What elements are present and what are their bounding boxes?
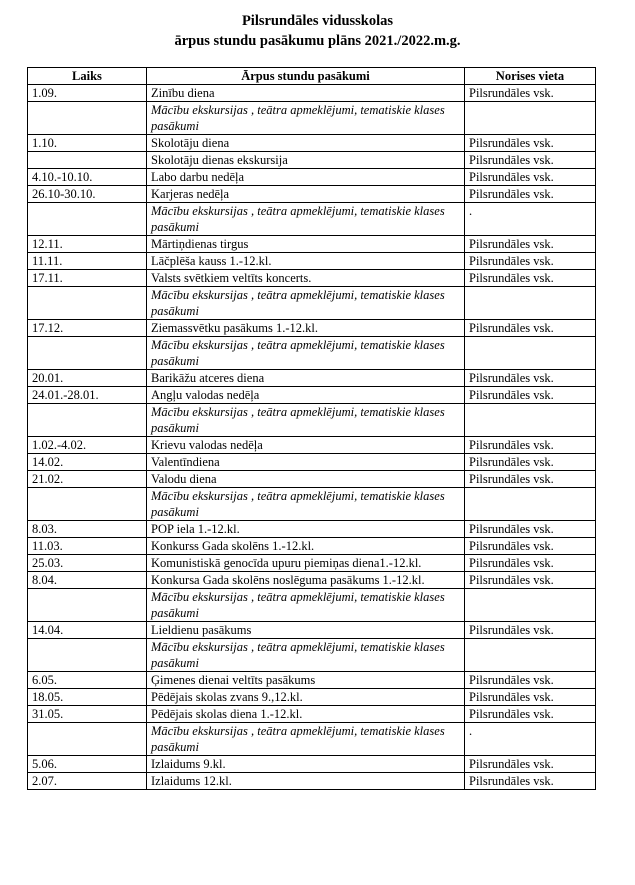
place-cell: .	[465, 203, 596, 236]
date-cell	[28, 589, 147, 622]
table-row	[28, 135, 596, 152]
place-cell: Pilsrundāles vsk.	[465, 437, 596, 454]
table-row	[28, 102, 596, 135]
event-cell: Mācību ekskursijas , teātra apmeklējumi, tematiskie klases pasākumi	[147, 287, 465, 320]
table-row	[28, 521, 596, 538]
date-cell: 18.05.	[28, 689, 147, 706]
place-cell: Pilsrundāles vsk.	[465, 689, 596, 706]
event-cell: Mārtiņdienas tirgus	[147, 236, 465, 253]
place-cell: Pilsrundāles vsk.	[465, 521, 596, 538]
table-row	[28, 706, 596, 723]
place-cell: Pilsrundāles vsk.	[465, 706, 596, 723]
place-cell	[465, 488, 596, 521]
place-cell: Pilsrundāles vsk.	[465, 236, 596, 253]
event-cell: Valodu diena	[147, 471, 465, 488]
table-row	[28, 203, 596, 236]
event-cell: Pēdējais skolas diena 1.-12.kl.	[147, 706, 465, 723]
event-cell: Konkurss Gada skolēns 1.-12.kl.	[147, 538, 465, 555]
event-cell: Valentīndiena	[147, 454, 465, 471]
date-cell	[28, 488, 147, 521]
place-cell: Pilsrundāles vsk.	[465, 773, 596, 790]
header-place: Norises vieta	[465, 68, 596, 85]
event-cell: Lāčplēša kauss 1.-12.kl.	[147, 253, 465, 270]
date-cell	[28, 404, 147, 437]
table-row	[28, 387, 596, 404]
place-cell: Pilsrundāles vsk.	[465, 85, 596, 102]
place-cell: Pilsrundāles vsk.	[465, 253, 596, 270]
place-cell: Pilsrundāles vsk.	[465, 169, 596, 186]
event-cell: Pēdējais skolas zvans 9.,12.kl.	[147, 689, 465, 706]
date-cell: 11.11.	[28, 253, 147, 270]
date-cell: 1.02.-4.02.	[28, 437, 147, 454]
table-row	[28, 437, 596, 454]
date-cell: 8.03.	[28, 521, 147, 538]
table-row	[28, 773, 596, 790]
table-row	[28, 236, 596, 253]
table-row	[28, 589, 596, 622]
event-cell: Mācību ekskursijas , teātra apmeklējumi, tematiskie klases pasākumi	[147, 203, 465, 236]
place-cell: Pilsrundāles vsk.	[465, 672, 596, 689]
date-cell	[28, 152, 147, 169]
table-row	[28, 572, 596, 589]
place-cell: Pilsrundāles vsk.	[465, 320, 596, 337]
place-cell: Pilsrundāles vsk.	[465, 152, 596, 169]
date-cell: 25.03.	[28, 555, 147, 572]
table-row	[28, 488, 596, 521]
date-cell: 4.10.-10.10.	[28, 169, 147, 186]
table-row	[28, 723, 596, 756]
date-cell: 14.04.	[28, 622, 147, 639]
table-row	[28, 85, 596, 102]
events-table	[27, 67, 596, 790]
date-cell: 1.09.	[28, 85, 147, 102]
header-events: Ārpus stundu pasākumi	[147, 68, 465, 85]
date-cell	[28, 102, 147, 135]
place-cell: Pilsrundāles vsk.	[465, 471, 596, 488]
place-cell: Pilsrundāles vsk.	[465, 387, 596, 404]
date-cell: 12.11.	[28, 236, 147, 253]
table-row	[28, 672, 596, 689]
event-cell: Komunistiskā genocīda upuru piemiņas diena1.-12.kl.	[147, 555, 465, 572]
place-cell	[465, 337, 596, 370]
table-row	[28, 756, 596, 773]
place-cell: Pilsrundāles vsk.	[465, 756, 596, 773]
table-row	[28, 555, 596, 572]
place-cell: Pilsrundāles vsk.	[465, 135, 596, 152]
table-row	[28, 622, 596, 639]
table-row	[28, 404, 596, 437]
table-row	[28, 253, 596, 270]
place-cell: Pilsrundāles vsk.	[465, 370, 596, 387]
event-cell: Mācību ekskursijas , teātra apmeklējumi, tematiskie klases pasākumi	[147, 337, 465, 370]
place-cell: Pilsrundāles vsk.	[465, 454, 596, 471]
place-cell	[465, 102, 596, 135]
event-cell: Mācību ekskursijas , teātra apmeklējumi, tematiskie klases pasākumi	[147, 102, 465, 135]
event-cell: Karjeras nedēļa	[147, 186, 465, 203]
date-cell: 24.01.-28.01.	[28, 387, 147, 404]
table-row	[28, 471, 596, 488]
table-row	[28, 370, 596, 387]
table-row	[28, 287, 596, 320]
event-cell: Labo darbu nedēļa	[147, 169, 465, 186]
event-cell: Mācību ekskursijas , teātra apmeklējumi, tematiskie klases pasākumi	[147, 639, 465, 672]
event-cell: Mācību ekskursijas , teātra apmeklējumi, tematiskie klases pasākumi	[147, 589, 465, 622]
date-cell	[28, 639, 147, 672]
place-cell: Pilsrundāles vsk.	[465, 622, 596, 639]
event-cell: Ģimenes dienai veltīts pasākums	[147, 672, 465, 689]
date-cell: 17.11.	[28, 270, 147, 287]
place-cell: Pilsrundāles vsk.	[465, 538, 596, 555]
table-header-row	[28, 68, 596, 85]
place-cell	[465, 639, 596, 672]
table-row	[28, 689, 596, 706]
event-cell: Mācību ekskursijas , teātra apmeklējumi, tematiskie klases pasākumi	[147, 404, 465, 437]
date-cell: 31.05.	[28, 706, 147, 723]
header-time: Laiks	[28, 68, 147, 85]
date-cell	[28, 203, 147, 236]
table-row	[28, 320, 596, 337]
date-cell	[28, 723, 147, 756]
table-row	[28, 270, 596, 287]
date-cell: 11.03.	[28, 538, 147, 555]
date-cell: 26.10-30.10.	[28, 186, 147, 203]
event-cell: Mācību ekskursijas , teātra apmeklējumi, tematiskie klases pasākumi	[147, 723, 465, 756]
place-cell: Pilsrundāles vsk.	[465, 270, 596, 287]
place-cell: .	[465, 723, 596, 756]
table-row	[28, 169, 596, 186]
table-row	[28, 538, 596, 555]
event-cell: Mācību ekskursijas , teātra apmeklējumi, tematiskie klases pasākumi	[147, 488, 465, 521]
event-cell: Barikāžu atceres diena	[147, 370, 465, 387]
date-cell: 17.12.	[28, 320, 147, 337]
event-cell: Angļu valodas nedēļa	[147, 387, 465, 404]
date-cell	[28, 337, 147, 370]
table-row	[28, 152, 596, 169]
event-cell: Valsts svētkiem veltīts koncerts.	[147, 270, 465, 287]
date-cell: 21.02.	[28, 471, 147, 488]
event-cell: Skolotāju diena	[147, 135, 465, 152]
place-cell	[465, 404, 596, 437]
date-cell: 1.10.	[28, 135, 147, 152]
document-subtitle: ārpus stundu pasākumu plāns 2021./2022.m.g.	[174, 33, 461, 49]
date-cell: 20.01.	[28, 370, 147, 387]
place-cell: Pilsrundāles vsk.	[465, 572, 596, 589]
event-cell: Ziemassvētku pasākums 1.-12.kl.	[147, 320, 465, 337]
table-row	[28, 186, 596, 203]
document-title: Pilsrundāles vidusskolas	[241, 13, 394, 29]
place-cell	[465, 287, 596, 320]
date-cell: 8.04.	[28, 572, 147, 589]
event-cell: Izlaidums 9.kl.	[147, 756, 465, 773]
date-cell: 2.07.	[28, 773, 147, 790]
event-cell: Krievu valodas nedēļa	[147, 437, 465, 454]
event-cell: Lieldienu pasākums	[147, 622, 465, 639]
place-cell: Pilsrundāles vsk.	[465, 186, 596, 203]
date-cell: 5.06.	[28, 756, 147, 773]
date-cell: 6.05.	[28, 672, 147, 689]
date-cell	[28, 287, 147, 320]
table-row	[28, 454, 596, 471]
place-cell: Pilsrundāles vsk.	[465, 555, 596, 572]
event-cell: Izlaidums 12.kl.	[147, 773, 465, 790]
event-cell: POP iela 1.-12.kl.	[147, 521, 465, 538]
table-row	[28, 639, 596, 672]
table-body	[28, 85, 596, 790]
date-cell: 14.02.	[28, 454, 147, 471]
event-cell: Zinību diena	[147, 85, 465, 102]
event-cell: Konkursa Gada skolēns noslēguma pasākums 1.-12.kl.	[147, 572, 465, 589]
event-cell: Skolotāju dienas ekskursija	[147, 152, 465, 169]
table-row	[28, 337, 596, 370]
place-cell	[465, 589, 596, 622]
